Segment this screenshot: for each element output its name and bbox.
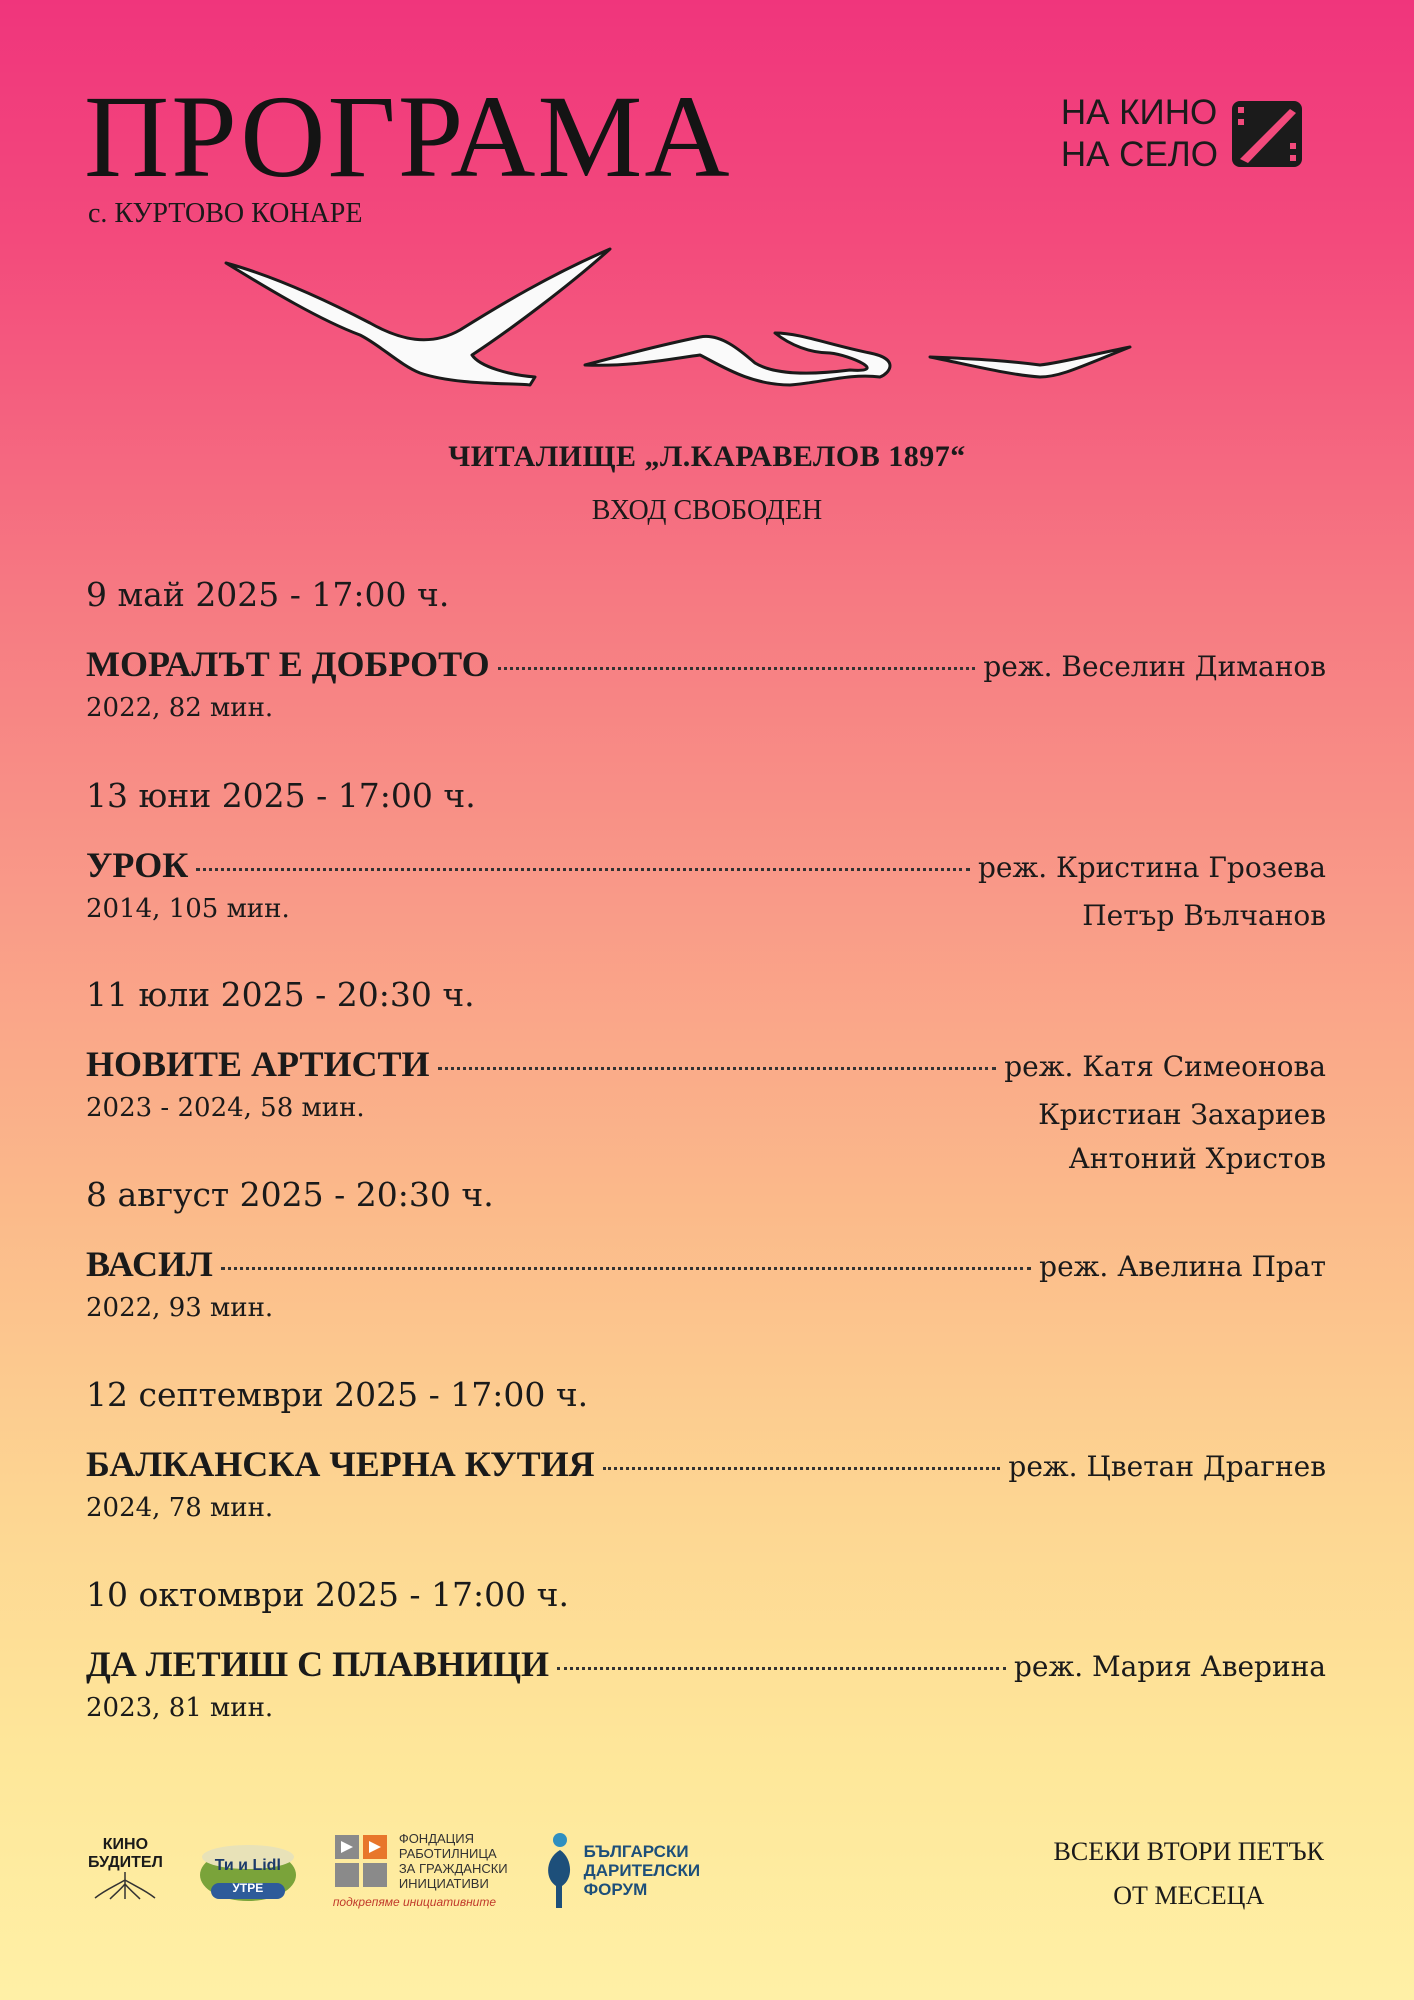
foundation-line: ЗА ГРАЖДАНСКИ: [398, 1861, 508, 1876]
tu-i-lidl-sub: УТРЕ: [232, 1881, 264, 1895]
tu-i-lidl-label: Ти и Lidl: [214, 1857, 281, 1874]
film-meta: 2022, 93 мин.: [86, 1293, 274, 1323]
event-date: 8 август 2025 - 20:30 ч.: [86, 1175, 494, 1214]
schedule-note: [1054, 1830, 1324, 1918]
event-date: 10 октомври 2025 - 17:00 ч.: [86, 1575, 569, 1614]
film-title: ВАСИЛ: [86, 1244, 213, 1284]
event-date: 12 септември 2025 - 17:00 ч.: [86, 1375, 589, 1414]
tu-i-lidl-logo: [193, 1835, 303, 1905]
event-item: [86, 1375, 1326, 1523]
brand-line-2: НА СЕЛО: [1060, 135, 1218, 174]
film-title: ДА ЛЕТИШ С ПЛАВНИЦИ: [86, 1644, 549, 1684]
film-meta: 2014, 105 мин.: [86, 894, 290, 924]
film-director: реж. Кристина Грозева: [977, 851, 1326, 884]
bdf-figure-icon: [538, 1830, 578, 1910]
film-title: УРОК: [86, 845, 189, 885]
event-date: 13 юни 2025 - 17:00 ч.: [86, 776, 476, 815]
kino-buditel-logo: [88, 1836, 163, 1905]
event-item: [86, 1175, 1326, 1323]
fondation-logo: [333, 1831, 508, 1909]
foundation-tagline: подкрепяме инициативните: [332, 1895, 497, 1909]
film-title: НОВИТЕ АРТИСТИ: [86, 1044, 430, 1084]
film-director: реж. Катя Симеонова: [1004, 1050, 1326, 1083]
dotted-leader: [196, 868, 970, 871]
kino-buditel-line-1: КИНО: [102, 1835, 149, 1853]
foundation-line: ИНИЦИАТИВИ: [398, 1876, 489, 1891]
film-meta: 2024, 78 мин.: [86, 1493, 274, 1523]
dotted-leader: [557, 1667, 1006, 1670]
film-director: реж. Веселин Диманов: [983, 650, 1326, 683]
bdf-line: ДАРИТЕЛСКИ: [583, 1860, 701, 1880]
event-item: [86, 1575, 1326, 1723]
film-meta: 2023, 81 мин.: [86, 1693, 274, 1723]
film-director: реж. Цветан Драгнев: [1008, 1450, 1326, 1483]
co-director: Петър Вълчанов: [1082, 899, 1326, 932]
brand-text: [1061, 92, 1218, 176]
film-strip-icon: [1230, 99, 1304, 169]
schedule-note-line-2: ОТ МЕСЕЦА: [1113, 1881, 1265, 1910]
venue-name: ЧИТАЛИЩЕ „Л.КАРАВЕЛОВ 1897“: [448, 440, 966, 473]
event-item: [86, 776, 1326, 938]
event-item: [86, 575, 1326, 723]
sponsor-logos: [88, 1830, 700, 1910]
event-item: [86, 975, 1326, 1181]
foundation-text: [399, 1831, 508, 1891]
kino-buditel-line-2: БУДИТЕЛ: [88, 1853, 163, 1871]
bdf-logo: [538, 1830, 700, 1910]
flying-birds-illustration: [210, 235, 1140, 405]
dotted-leader: [438, 1067, 997, 1070]
film-meta: 2022, 82 мин.: [86, 693, 274, 723]
bdf-text: [584, 1842, 700, 1899]
dotted-leader: [498, 667, 976, 670]
entry-info: ВХОД СВОБОДЕН: [591, 495, 823, 526]
foundation-line: ФОНДАЦИЯ: [398, 1831, 475, 1846]
roots-icon: [90, 1872, 160, 1900]
bdf-line: БЪЛГАРСКИ: [583, 1841, 689, 1861]
film-title: МОРАЛЪТ Е ДОБРОТО: [86, 644, 490, 684]
film-director: реж. Авелина Прат: [1039, 1250, 1326, 1283]
event-date: 9 май 2025 - 17:00 ч.: [86, 575, 450, 614]
schedule-note-line-1: ВСЕКИ ВТОРИ ПЕТЪК: [1053, 1837, 1324, 1866]
film-director: реж. Мария Аверина: [1013, 1650, 1326, 1683]
film-meta: 2023 - 2024, 58 мин.: [86, 1093, 365, 1123]
foundation-line: РАБОТИЛНИЦА: [398, 1846, 497, 1861]
event-date: 11 юли 2025 - 20:30 ч.: [86, 975, 475, 1014]
film-title: БАЛКАНСКА ЧЕРНА КУТИЯ: [86, 1444, 595, 1484]
village-name: с. КУРТОВО КОНАРЕ: [88, 198, 363, 229]
co-director: Кристиан Захариев: [1038, 1098, 1326, 1131]
brand-logo: [1061, 92, 1304, 176]
co-director: Антоний Христов: [1068, 1142, 1326, 1175]
dotted-leader: [221, 1267, 1031, 1270]
page-title: ПРОГРАМА: [84, 71, 732, 202]
bdf-line: ФОРУМ: [583, 1879, 648, 1899]
brand-line-1: НА КИНО: [1060, 93, 1218, 132]
dotted-leader: [603, 1467, 1001, 1470]
co-directors: [1038, 1093, 1326, 1181]
foundation-grid-icon: [333, 1833, 389, 1889]
